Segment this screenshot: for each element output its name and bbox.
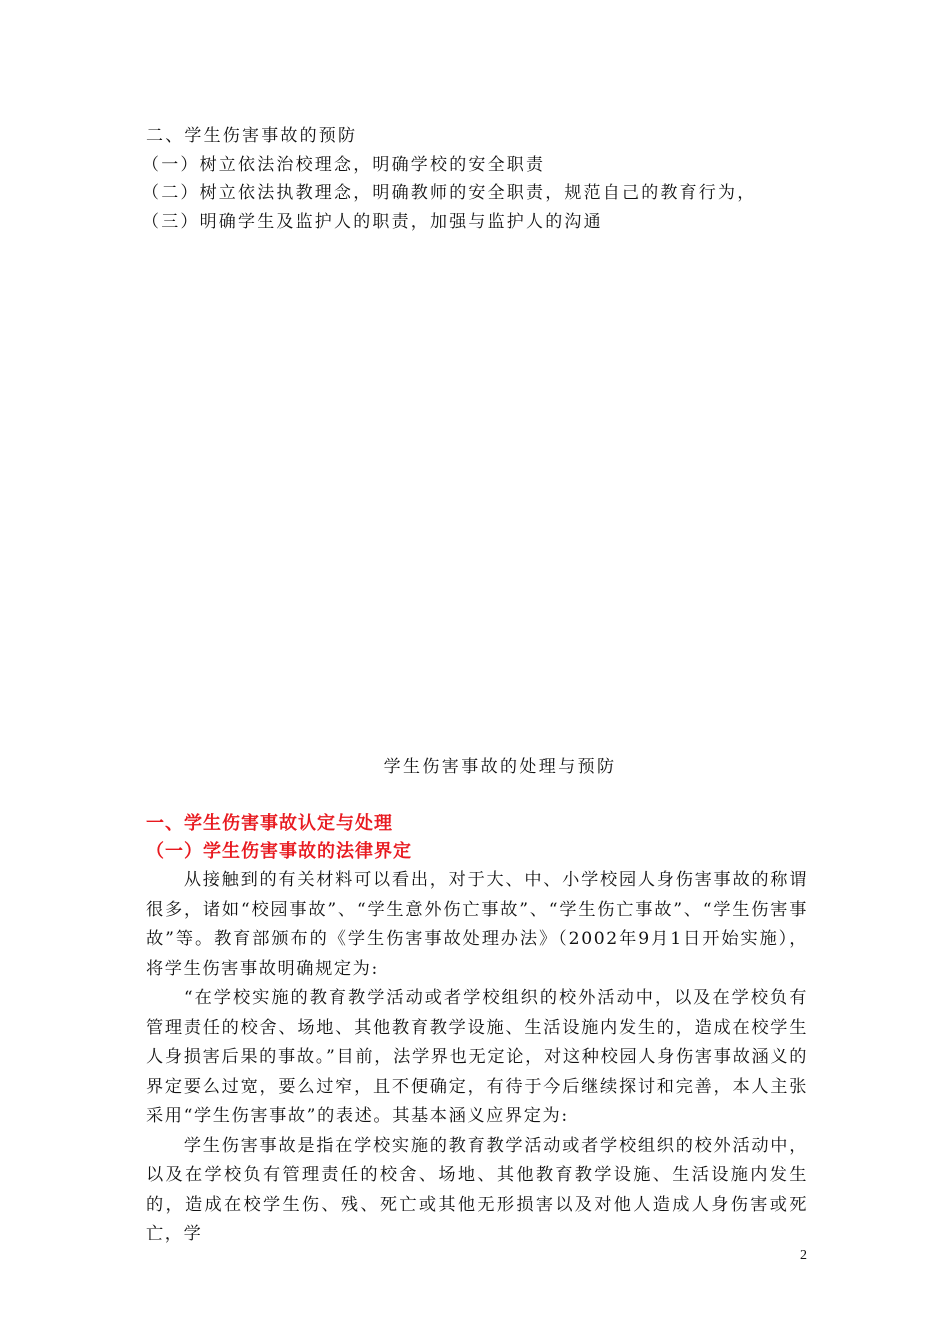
outline-heading: 二、学生伤害事故的预防 — [146, 126, 358, 146]
outline-item: （一）树立依法治校理念，明确学校的安全职责 — [142, 154, 546, 175]
page-number: 2 — [800, 1248, 807, 1263]
body-paragraph: 从接触到的有关材料可以看出，对于大、中、小学校园人身伤害事故的称谓很多，诸如“校园事故”、“学生意外伤亡事故”、“学生伤亡事故”、“学生伤害事故”等。教育部颁布的《学生伤害事故处理办法》（2002年9月1日开始实施），将学生伤害事故明确规定为: — [146, 870, 808, 979]
subsection-heading: （一）学生伤害事故的法律界定 — [146, 841, 412, 862]
document-body — [146, 810, 808, 1250]
body-paragraph: 学生伤害事故是指在学校实施的教育教学活动或者学校组织的校外活动中，以及在学校负有管理责任的校舍、场地、其他教育教学设施、生活设施内发生的，造成在校学生伤、残、死亡或其他无形损害以及对他人造成人身伤害或死亡，学 — [146, 1135, 808, 1244]
section-heading: 一、学生伤害事故认定与处理 — [146, 813, 393, 834]
outline-item: （三）明确学生及监护人的职责，加强与监护人的沟通 — [142, 211, 603, 232]
outline-item: （二）树立依法执教理念，明确教师的安全职责，规范自己的教育行为， — [142, 183, 757, 203]
prevention-outline — [142, 122, 846, 236]
body-paragraph: “在学校实施的教育教学活动或者学校组织的校外活动中，以及在学校负有管理责任的校舍、场地、其他教育教学设施、生活设施内发生的，造成在校学生人身损害后果的事故。”目前，法学界也无定论，对这种校园人身伤害事故涵义的界定要么过宽，要么过窄，且不便确定，有待于今后继续探讨和完善，本人主张采用“学生伤害事故”的表述。其基本涵义应界定为: — [146, 988, 808, 1126]
document-title: 学生伤害事故的处理与预防 — [383, 757, 617, 777]
